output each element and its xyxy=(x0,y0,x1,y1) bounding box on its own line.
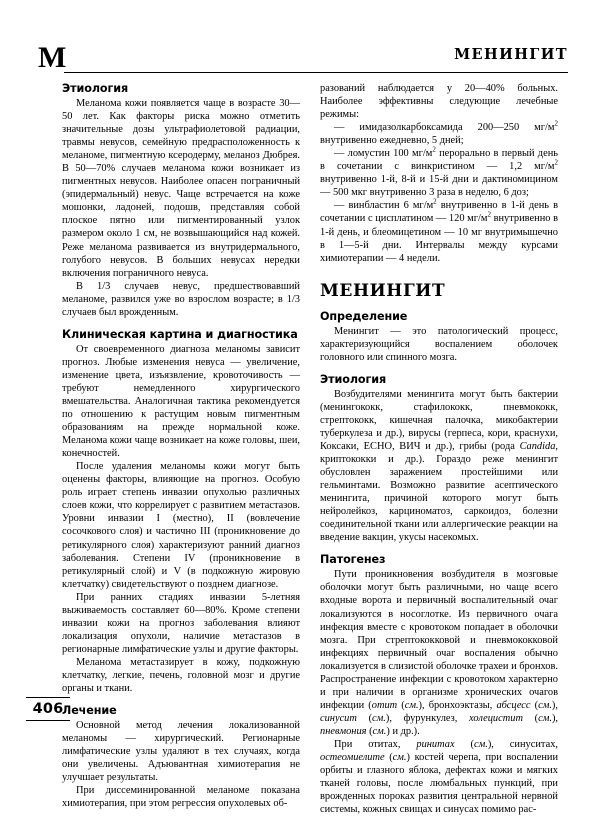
page-number: 406 xyxy=(32,701,64,717)
body-paragraph: — ломустин 100 $мг/м^2$ перорально в первый день в сочетании с винкристином — 1,2 $мг/м^2$ внутривенно 1-й, 8-й и 15-й дни и дактиномицином — 500 мкг внутривенно 3 раза в неделю, 6 доз; xyxy=(320,145,559,199)
italic-term: пневмония xyxy=(320,725,367,737)
body-paragraph: После удаления меланомы кожи могут быть оценены факторы, влияющие на прогноз. Особую роль играет степень инвазии опухолью различных слоев кожи, что коррелирует с развитием метастазов. Уровни инвазии I (местно), II (вовлечение сосочкового слоя) и частично III (проникновение до ретикулярного слоя) характеризуют ранний диагноз заболевания. Степени IV (проникновение в ретикулярный слой) и V (в подкожную жировую клетчатку) свидетельствуют о позднем диагнозе. xyxy=(62,461,300,590)
body-paragraph: В 1/3 случаев невус, предшествовавший меланоме, развился уже во взрослом возрасте; в 1/3 случаев был врожденным. xyxy=(62,280,300,318)
italic-term: Candida xyxy=(519,440,556,452)
italic-term: ринитах xyxy=(416,738,455,750)
page-folio xyxy=(26,697,70,721)
section-heading: Этиология xyxy=(62,82,129,95)
body-paragraph: Пути проникновения возбудителя в мозговые оболочки могут быть различными, но чаще всего входные ворота и первичный воспалительный очаг локализуются в носоглотке. Из первичного очага инфекция вместе с кровотоком попадает в оболочки мозга. При стрептококковой и пневмококковой инфекциях первичный очаг воспаления обычно локализуется в слизистой оболочке трахеи и бронхов. Распространение инфекции с кровотоком характерно и при наличии в организме хронических очагов инфекции (отит (см.), бронхоэктазы, абсцесс (см.), синусит (см.), фурункулез, холецистит (см.), пневмония (см.) и др.). xyxy=(320,569,558,737)
body-paragraph: — винбластин 6 $мг/м^2$ внутривенно в 1-й день в сочетании с цисплатином — 120 $мг/м^2$ внутривенно в 1-й день, и блеомицетином — 10 мг внутримышечно в 1—5-й дни. Интервалы между курсами химиотерапии — 4 недели. xyxy=(320,197,559,264)
superscript: 2 xyxy=(554,158,558,167)
section-heading: Лечение xyxy=(62,704,117,718)
italic-term: см. xyxy=(372,712,386,724)
body-paragraph: Меланома кожи появляется чаще в возрасте 30—50 лет. Как факторы риска можно отметить значительные дозы ультрафиолетовой радиации, травмы невусов, семейную предрасположенность к меланоме, пигментную ксеродерму, меланоз Дюбрея. В 50—70% случаев меланома кожи возникает из пигментных невусов. Наиболее опасен пограничный (эпидермальный) невус. Чаще встречается на коже мошонки, ладоней, подошв, представляя собой плоское пятно или пигментированный узлок размером около 1 см, не возвышающийся над кожей. Реже меланома развивается из внутридермального, голубого невусов. В больших невусах нередки включения пограничного невуса. xyxy=(62,98,300,279)
italic-term: абсцесс xyxy=(496,699,531,711)
italic-term: см. xyxy=(372,725,387,737)
page-header xyxy=(0,41,600,80)
section-heading: Определение xyxy=(320,309,408,323)
superscript: 2 xyxy=(433,197,437,206)
italic-term: синусит xyxy=(320,712,357,724)
body-paragraph: — имидазолкарбоксамида 200—250 $мг/м^2$ внутривенно ежедневно, 5 дней; xyxy=(320,119,558,147)
italic-term: см. xyxy=(473,738,488,750)
right-text-column xyxy=(320,82,558,816)
body-paragraph: Основной метод лечения локализованной меланомы — хирургический. Регионарные лимфатические узлы удаляют в тех случаях, когда они увеличены. Адъювантная химиотерапия не улучшает результаты. xyxy=(62,720,300,784)
entry-title: МЕНИНГИТ xyxy=(320,280,446,301)
section-heading: Этиология xyxy=(320,372,387,386)
section-heading: Клиническая картина и диагностика xyxy=(62,327,298,341)
superscript: 2 xyxy=(487,211,491,219)
italic-term: см. xyxy=(538,699,552,711)
italic-term: см. xyxy=(404,699,419,711)
body-paragraph: разований наблюдается у 20—40% больных. Наиболее эффективны следующие лечебные режимы: xyxy=(320,83,558,121)
body-paragraph: От своевременного диагноза меланомы зависит прогноз. Любые изменения невуса — увеличение, изменение цвета, изъязвление, кровоточивость — требуют немедленного хирургического вмешательства. Аналогичная тактика рекомендуется по отношению к растущим новым пигментным образованиям на прежде нормальной коже. Меланома кожи чаще возникает на коже головы, шеи, конечностей. xyxy=(62,343,300,460)
body-paragraph: Возбудителями менингита могут быть бактерии (менингококк, стафилококк, пневмококк, стрептококк, кишечная палочка, микобактерии туберкулеза и др.), вирусы (герпеса, кори, краснухи, Коксаки, ЕСНО, ВИЧ и др.), грибы (рода Candida, криптококки и др.). Гораздо реже менингит обусловлен заражением простейшими или гельминтами. Возможно развитие асептического менингита, причиной которого могут быть нейролейкоз, карциноматоз, саркоидоз, болезни соединительной ткани или аллергические реакции на введение вакцин, укусы насекомых. xyxy=(320,388,558,544)
section-letter: M xyxy=(38,41,67,74)
superscript: 2 xyxy=(432,145,436,154)
body-paragraph: При отитах, ринитах (см.), синуситах, остеомиелите (см.) костей черепа, при воспалении орбиты и глазного яблока, дефектах кожи и мягких тканей головы, после люмбальных пункций, при врожденных пороках развития центральной нервной системы, кожных свищах и синусах помимо рас- xyxy=(320,738,559,816)
body-paragraph: При диссеминированной меланоме показана химиотерапия, при этом регрессия опухолевых об- xyxy=(62,785,300,810)
superscript: 2 xyxy=(554,119,558,128)
header-divider-rule xyxy=(64,72,568,73)
italic-term: см. xyxy=(538,712,552,724)
body-paragraph: Меланома метастазирует в кожу, подкожную клетчатку, легкие, печень, головной мозг и другие органы и ткани. xyxy=(62,656,300,695)
body-paragraph: Менингит — это патологический процесс, характеризующийся воспалением оболочек головного или спинного мозга. xyxy=(320,325,558,363)
italic-term: см. xyxy=(392,752,407,764)
section-heading: Патогенез xyxy=(320,553,386,567)
left-text-column xyxy=(62,82,300,810)
italic-term: холецистит xyxy=(469,712,523,724)
running-head-title: МЕНИНГИТ xyxy=(454,46,568,63)
folio-rule-bottom xyxy=(26,720,70,721)
italic-term: отит xyxy=(371,699,398,711)
body-paragraph: При ранних стадиях инвазии 5-летняя выживаемость составляет 60—80%. Кроме степени инвазии кожи на прогноз заболевания влияют локализация опухоли, наличие метастазов в регионарные лимфатические узлы и другие факторы. xyxy=(62,591,300,655)
italic-term: остеомиелите xyxy=(320,752,385,764)
